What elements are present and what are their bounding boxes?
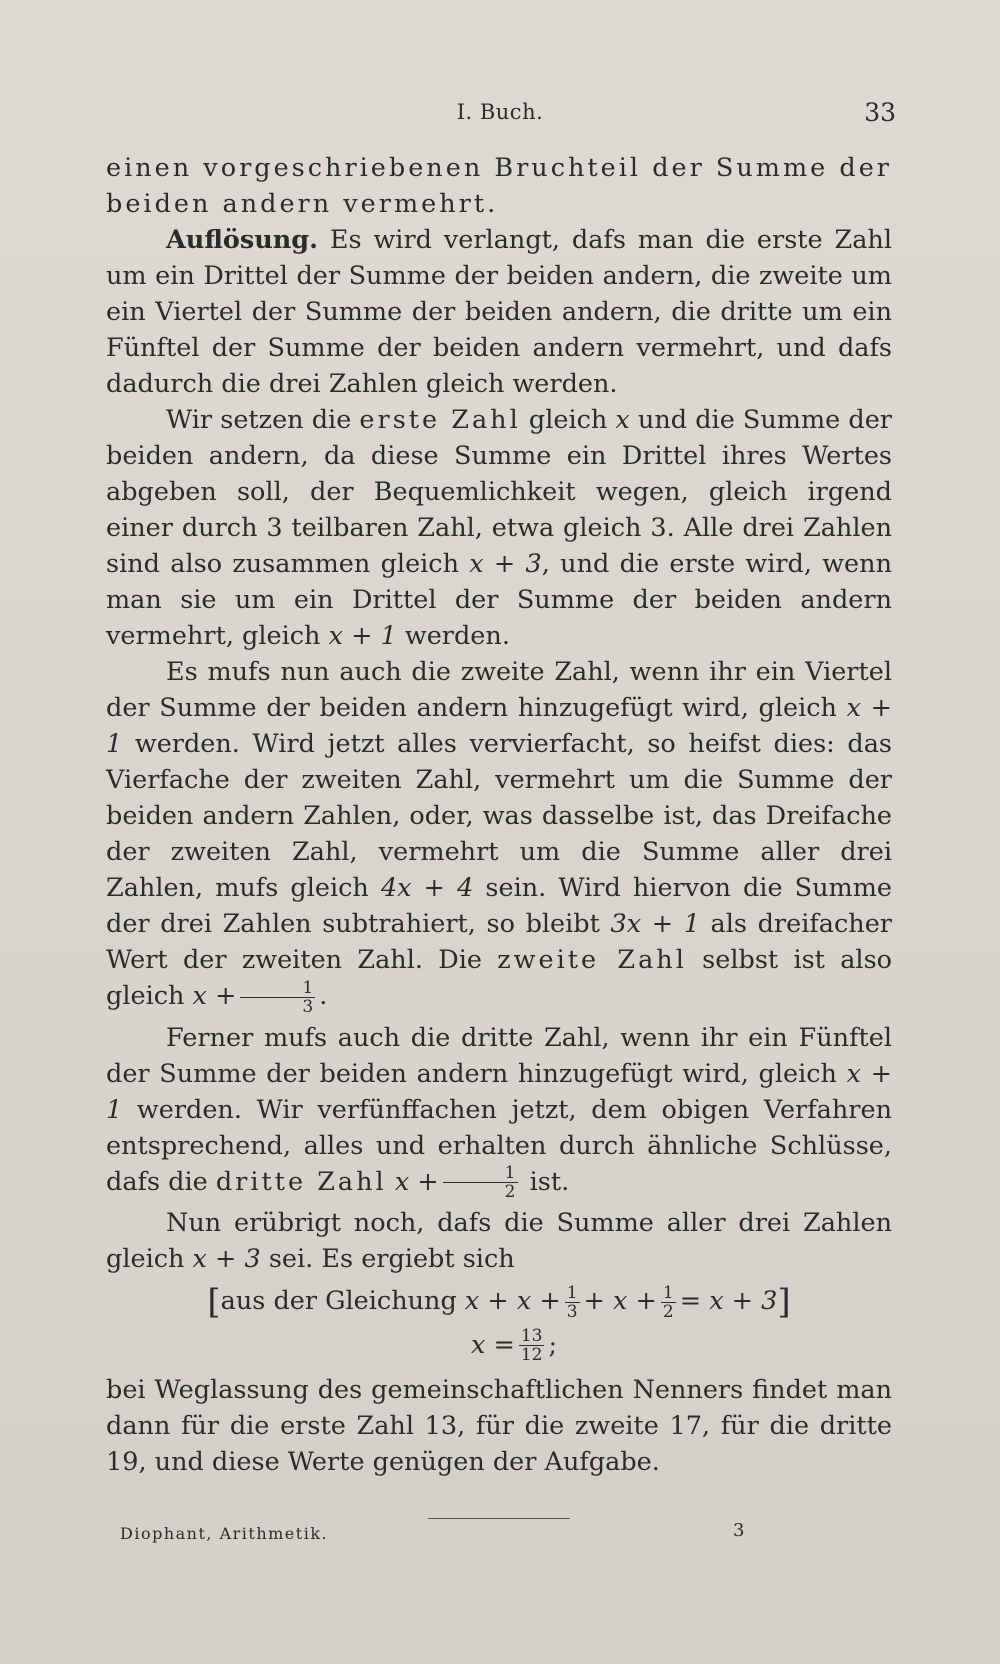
- fraction-thirteen-twelfths: [519, 1327, 545, 1364]
- spaced-term: dritte Zahl: [215, 1166, 387, 1197]
- math-expr: 3x + 1: [610, 909, 700, 939]
- math-expr: 4x + 4: [380, 873, 474, 903]
- fraction-one-half: [443, 1164, 518, 1201]
- math-expr: x + 1: [106, 693, 892, 759]
- numerator: 1: [443, 1164, 518, 1183]
- text-span: werden. Wird jetzt alles vervierfacht, so heifst dies: das Vierfache der zweiten Zahl, vermehrt um die Summe der beiden andern Zahlen, oder, was dasselbe ist, das Dreifache der zweiten Zahl, vermehrt um die Summe aller drei Zahlen, mufs gleich: [106, 729, 892, 903]
- equation-main: [106, 1283, 892, 1321]
- denominator: 2: [504, 1182, 516, 1202]
- math-expr: x + 1: [106, 1058, 892, 1125]
- math-expr: x +: [192, 981, 237, 1011]
- page-number: 33: [864, 98, 896, 127]
- paragraph-second-number: [106, 654, 892, 1016]
- denominator: 3: [302, 996, 314, 1017]
- text-span: Wir setzen die: [166, 405, 360, 435]
- text-span: ;: [548, 1329, 558, 1360]
- signature-mark: 3: [733, 1520, 745, 1541]
- equation-label: aus der Gleichung: [220, 1286, 457, 1316]
- math-expr: x +: [394, 1166, 439, 1197]
- numerator: 1: [240, 979, 315, 998]
- math-expr: x + 3: [469, 549, 542, 579]
- numerator: 1: [566, 1282, 578, 1303]
- math-expr: + x +: [583, 1286, 657, 1316]
- close-bracket: ]: [777, 1282, 791, 1322]
- numerator: 13: [520, 1326, 543, 1346]
- fraction-one-half: [661, 1284, 676, 1321]
- paragraph-continuation: einen vorgeschriebenen Bruchteil der Summe der beiden andern vermehrt.: [106, 153, 892, 219]
- math-expr: x + x +: [464, 1286, 561, 1316]
- paragraph-conclusion: bei Weglassung des gemeinschaftlichen Nenners findet man dann für die erste Zahl 13, für die zweite 17, für die dritte 19, und diese Werte genügen der Aufgabe.: [106, 1375, 892, 1477]
- math-expr: x =: [470, 1329, 515, 1360]
- text-span: werden.: [396, 621, 510, 651]
- text-span: Ferner mufs auch die dritte Zahl, wenn ihr ein Fünftel der Summe der beiden andern hinzugefügt wird, gleich: [106, 1022, 892, 1089]
- text-span: .: [319, 981, 328, 1011]
- spaced-term: erste Zahl: [359, 405, 521, 435]
- denominator: 2: [662, 1301, 674, 1322]
- fraction-one-third: [240, 979, 315, 1016]
- math-expr: = x + 3: [679, 1286, 778, 1316]
- footer-source: Diophant, Arithmetik.: [120, 1524, 329, 1543]
- paragraph-third-number: [106, 1020, 892, 1202]
- denominator: 3: [566, 1301, 578, 1322]
- math-expr: x + 3: [192, 1244, 261, 1274]
- spaced-term: zweite Zahl: [497, 945, 687, 975]
- paragraph-first-number: [106, 402, 892, 654]
- text-span: sein. Wird hiervon die Summe der drei Zahlen subtrahiert, so bleibt: [106, 873, 892, 939]
- paragraph-solution: [106, 222, 892, 402]
- equation-result: [106, 1327, 892, 1365]
- solution-label: Auflösung.: [166, 225, 319, 255]
- paragraph-sum: [106, 1205, 892, 1277]
- text-span: selbst ist also gleich: [106, 945, 893, 1011]
- fraction-one-third: [565, 1284, 580, 1321]
- math-x: x: [615, 405, 630, 435]
- text-span: sei. Es ergiebt sich: [260, 1244, 515, 1274]
- text-span: als dreifacher Wert der zweiten Zahl. Die: [106, 909, 892, 975]
- denominator: 12: [520, 1345, 543, 1365]
- text-span: ist.: [521, 1166, 570, 1197]
- numerator: 1: [662, 1282, 674, 1303]
- text-span: gleich: [520, 405, 616, 435]
- text-span: werden. Wir verfünffachen jetzt, dem obigen Verfahren entsprechend, alles und erhalten durch ähnliche Schlüsse, dafs die: [106, 1094, 892, 1197]
- text-span: Es mufs nun auch die zweite Zahl, wenn ihr ein Viertel der Summe der beiden andern hinzugefügt wird, gleich: [106, 657, 892, 723]
- solution-text: Es wird verlangt, dafs man die erste Zahl um ein Drittel der Summe der beiden andern, die zweite um ein Viertel der Summe der beiden andern, die dritte um ein Fünftel der Summe der beiden andern vermehrt, und dafs dadurch die drei Zahlen gleich werden.: [106, 225, 892, 399]
- footer-rule: [428, 1518, 570, 1519]
- open-bracket: [: [207, 1282, 221, 1322]
- text-span: , und die erste wird, wenn man sie um ein Drittel der Summe der beiden andern vermehrt, gleich: [106, 549, 892, 651]
- text-span: und die Summe der beiden andern, da diese Summe ein Drittel ihres Wertes abgeben soll, der Bequemlichkeit wegen, gleich irgend einer durch 3 teilbaren Zahl, etwa gleich 3. Alle drei Zahlen sind also zusammen gleich: [106, 405, 892, 579]
- running-title: I. Buch.: [456, 100, 544, 124]
- text-span: Nun erübrigt noch, dafs die Summe aller drei Zahlen gleich: [106, 1208, 892, 1274]
- math-expr: x + 1: [328, 621, 397, 651]
- page-body: [106, 150, 892, 1480]
